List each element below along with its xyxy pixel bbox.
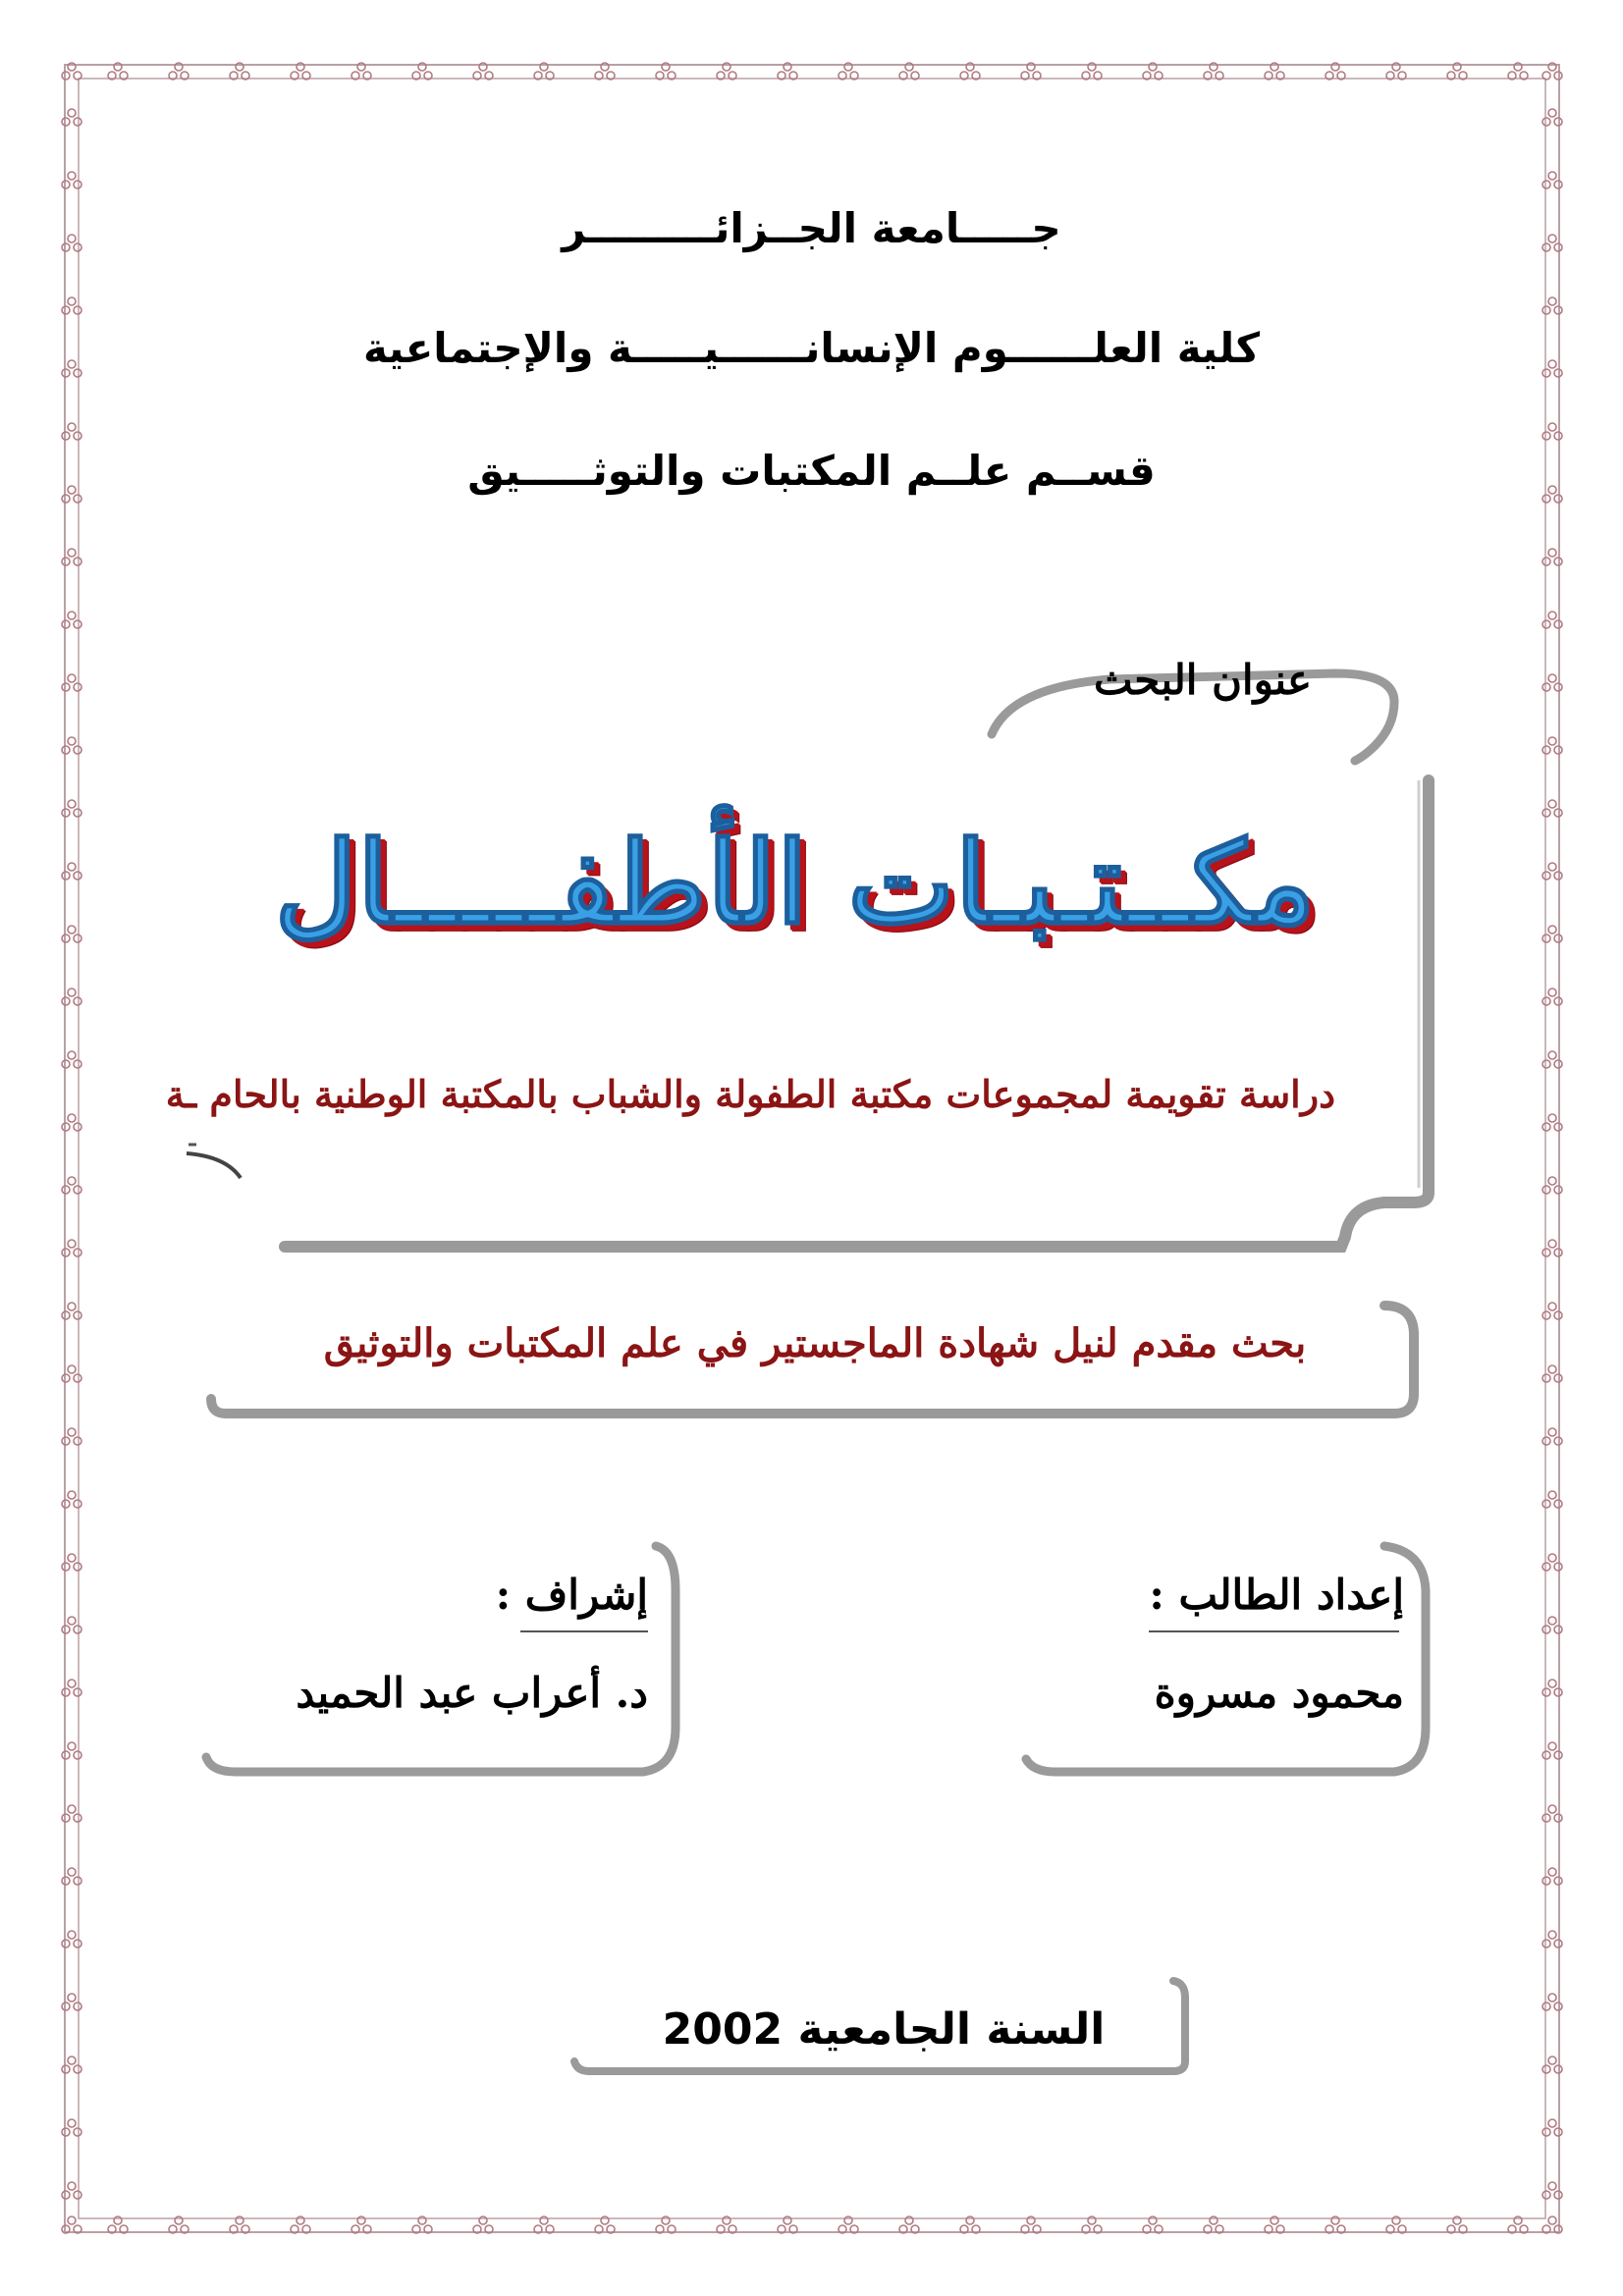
degree-line: بحث مقدم لنيل شهادة الماجستير في علم المكتبات والتوثيق	[323, 1320, 1307, 1366]
faculty-name: كلية العلــــــوم الإنسانــــــيـــــة والإجتماعية	[363, 324, 1260, 372]
main-title: مكــتـبـات الأطفـــــال	[274, 817, 1316, 950]
study-subtitle: دراسة تقويمة لمجموعات مكتبة الطفولة والشباب بالمكتبة الوطنية بالحام ـة	[165, 1072, 1335, 1116]
university-name: جـــــامعة الجــزائـــــــــر	[562, 204, 1061, 252]
supervisor-name: د. أعراب عبد الحميد	[296, 1669, 648, 1717]
supervisor-label: إشراف :	[495, 1571, 648, 1619]
student-name: محمود مسروة	[1154, 1669, 1404, 1717]
student-label: إعداد الطالب :	[1149, 1571, 1404, 1619]
title-tab-label: عنوان البحث	[1093, 656, 1313, 704]
academic-year: السنة الجامعية 2002	[662, 2004, 1106, 2055]
department-name: قســم علــم المكتبات والتوثـــــيق	[467, 447, 1156, 495]
